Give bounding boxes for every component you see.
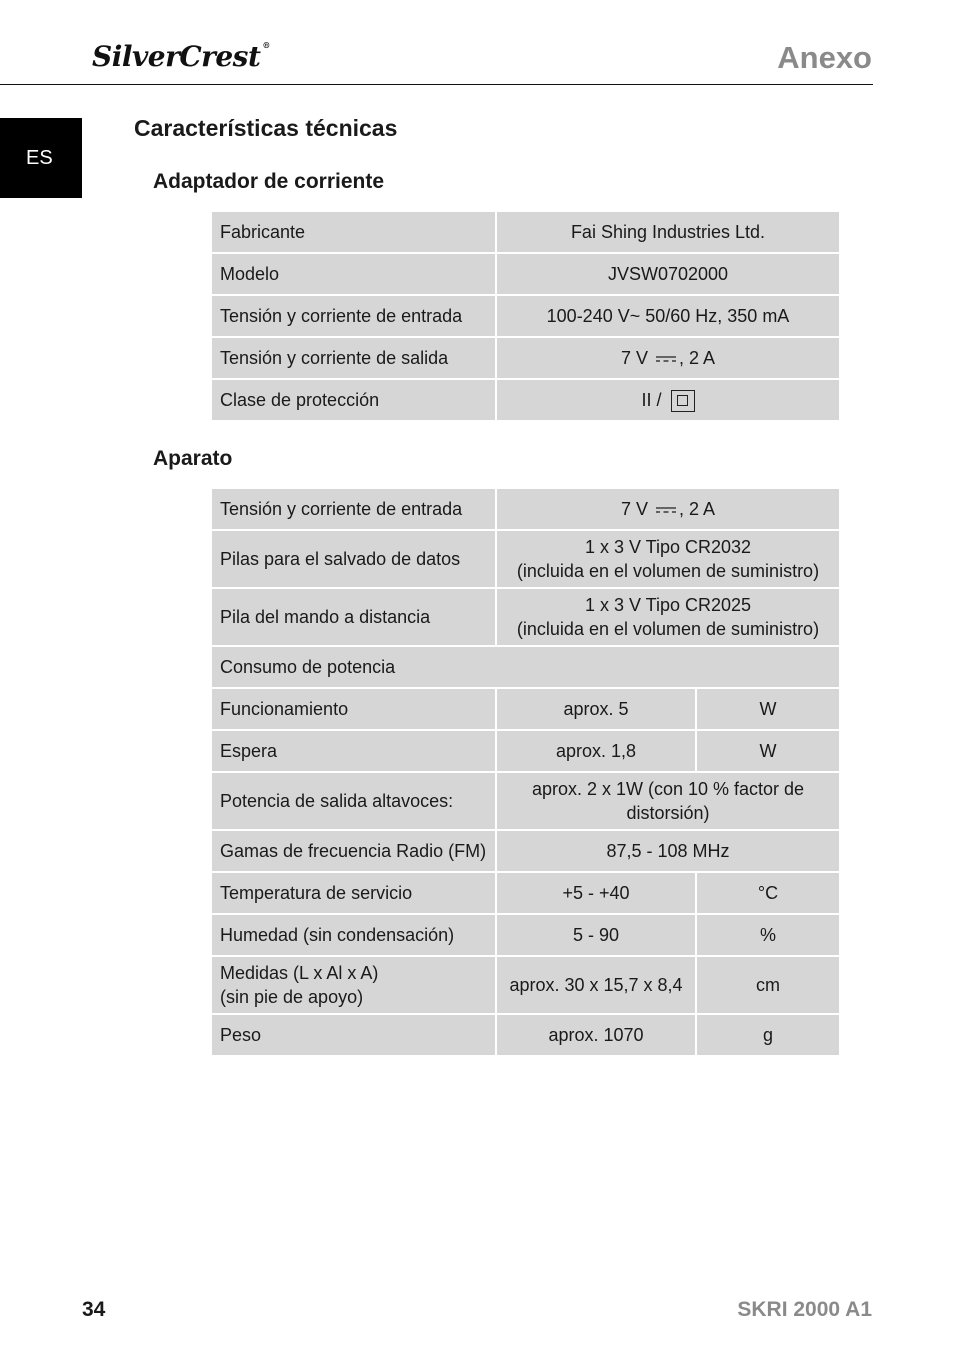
- direct-current-icon: [655, 505, 677, 515]
- spec-unit: g: [697, 1015, 839, 1057]
- spec-label: Fabricante: [212, 212, 497, 254]
- device-spec-table: [212, 489, 839, 1057]
- spec-unit: W: [697, 731, 839, 773]
- table-row: [212, 731, 839, 773]
- spec-value: [497, 589, 839, 647]
- adapter-spec-table: [212, 212, 839, 422]
- table-row: [212, 831, 839, 873]
- value-line: 1 x 3 V Tipo CR2032: [584, 537, 752, 557]
- spec-value: 87,5 - 108 MHz: [497, 831, 839, 873]
- table-row: [212, 873, 839, 915]
- spec-value: aprox. 1,8: [497, 731, 697, 773]
- direct-current-icon: [655, 354, 677, 364]
- label-line: (sin pie de apoyo): [220, 987, 364, 1007]
- table-row: [212, 380, 839, 422]
- spec-label: Humedad (sin condensación): [212, 915, 497, 957]
- spec-label: Temperatura de servicio: [212, 873, 497, 915]
- spec-value: aprox. 30 x 15,7 x 8,4: [497, 957, 697, 1015]
- spec-label: Modelo: [212, 254, 497, 296]
- spec-value: Fai Shing Industries Ltd.: [497, 212, 839, 254]
- table-row: [212, 689, 839, 731]
- section-title: Anexo: [777, 40, 872, 75]
- spec-label: Gamas de frecuencia Radio (FM): [212, 831, 497, 873]
- device-heading: Aparato: [153, 447, 233, 470]
- value-suffix: , 2 A: [679, 348, 716, 368]
- model-code: SKRI 2000 A1: [737, 1298, 872, 1321]
- header-divider: [0, 84, 873, 85]
- spec-label: Pilas para el salvado de datos: [212, 531, 497, 589]
- brand-logo: [92, 40, 270, 73]
- value-prefix: 7 V: [620, 348, 648, 368]
- table-row: [212, 212, 839, 254]
- spec-label: Peso: [212, 1015, 497, 1057]
- spec-label: Tensión y corriente de entrada: [212, 489, 497, 531]
- spec-value: 100-240 V~ 50/60 Hz, 350 mA: [497, 296, 839, 338]
- spec-value: 5 - 90: [497, 915, 697, 957]
- value-prefix: 7 V: [620, 499, 648, 519]
- label-line: Medidas (L x Al x A): [220, 963, 379, 983]
- spec-value: [497, 489, 839, 531]
- protection-class-ii-icon: [671, 390, 695, 412]
- registered-mark: ®: [262, 40, 270, 50]
- table-row: [212, 915, 839, 957]
- spec-value: +5 - +40: [497, 873, 697, 915]
- spec-group-label: Consumo de potencia: [212, 647, 839, 689]
- spec-value: aprox. 1070: [497, 1015, 697, 1057]
- spec-label: Tensión y corriente de salida: [212, 338, 497, 380]
- spec-label: Clase de protección: [212, 380, 497, 422]
- table-row: [212, 338, 839, 380]
- table-row: [212, 296, 839, 338]
- value-line: (incluida en el volumen de suministro): [516, 561, 820, 581]
- spec-unit: W: [697, 689, 839, 731]
- adapter-heading: Adaptador de corriente: [153, 170, 385, 193]
- table-row: [212, 254, 839, 296]
- table-row: [212, 589, 839, 647]
- language-code: ES: [26, 146, 53, 169]
- spec-label: Tensión y corriente de entrada: [212, 296, 497, 338]
- spec-value: JVSW0702000: [497, 254, 839, 296]
- spec-value: [497, 338, 839, 380]
- spec-label: Pila del mando a distancia: [212, 589, 497, 647]
- value-line: aprox. 2 x 1W (con 10 % factor de: [531, 779, 805, 799]
- spec-label: Espera: [212, 731, 497, 773]
- value-suffix: , 2 A: [679, 499, 716, 519]
- language-tab: [0, 118, 82, 198]
- protection-class-text: II /: [641, 389, 662, 410]
- value-line: 1 x 3 V Tipo CR2025: [584, 595, 752, 615]
- spec-unit: cm: [697, 957, 839, 1015]
- brand-name: SilverCrest: [92, 40, 261, 73]
- value-line: distorsión): [626, 803, 710, 823]
- table-row: [212, 647, 839, 689]
- table-row: [212, 957, 839, 1015]
- spec-label: Potencia de salida altavoces:: [212, 773, 497, 831]
- spec-value: [497, 773, 839, 831]
- value-line: (incluida en el volumen de suministro): [516, 619, 820, 639]
- spec-value: [497, 380, 839, 422]
- spec-value: aprox. 5: [497, 689, 697, 731]
- table-row: [212, 773, 839, 831]
- table-row: [212, 489, 839, 531]
- spec-label: Funcionamiento: [212, 689, 497, 731]
- table-row: [212, 1015, 839, 1057]
- spec-label: [212, 957, 497, 1015]
- table-row: [212, 531, 839, 589]
- page-heading: Características técnicas: [134, 115, 398, 141]
- spec-value: [497, 531, 839, 589]
- page-number: 34: [82, 1298, 106, 1321]
- spec-unit: %: [697, 915, 839, 957]
- spec-unit: °C: [697, 873, 839, 915]
